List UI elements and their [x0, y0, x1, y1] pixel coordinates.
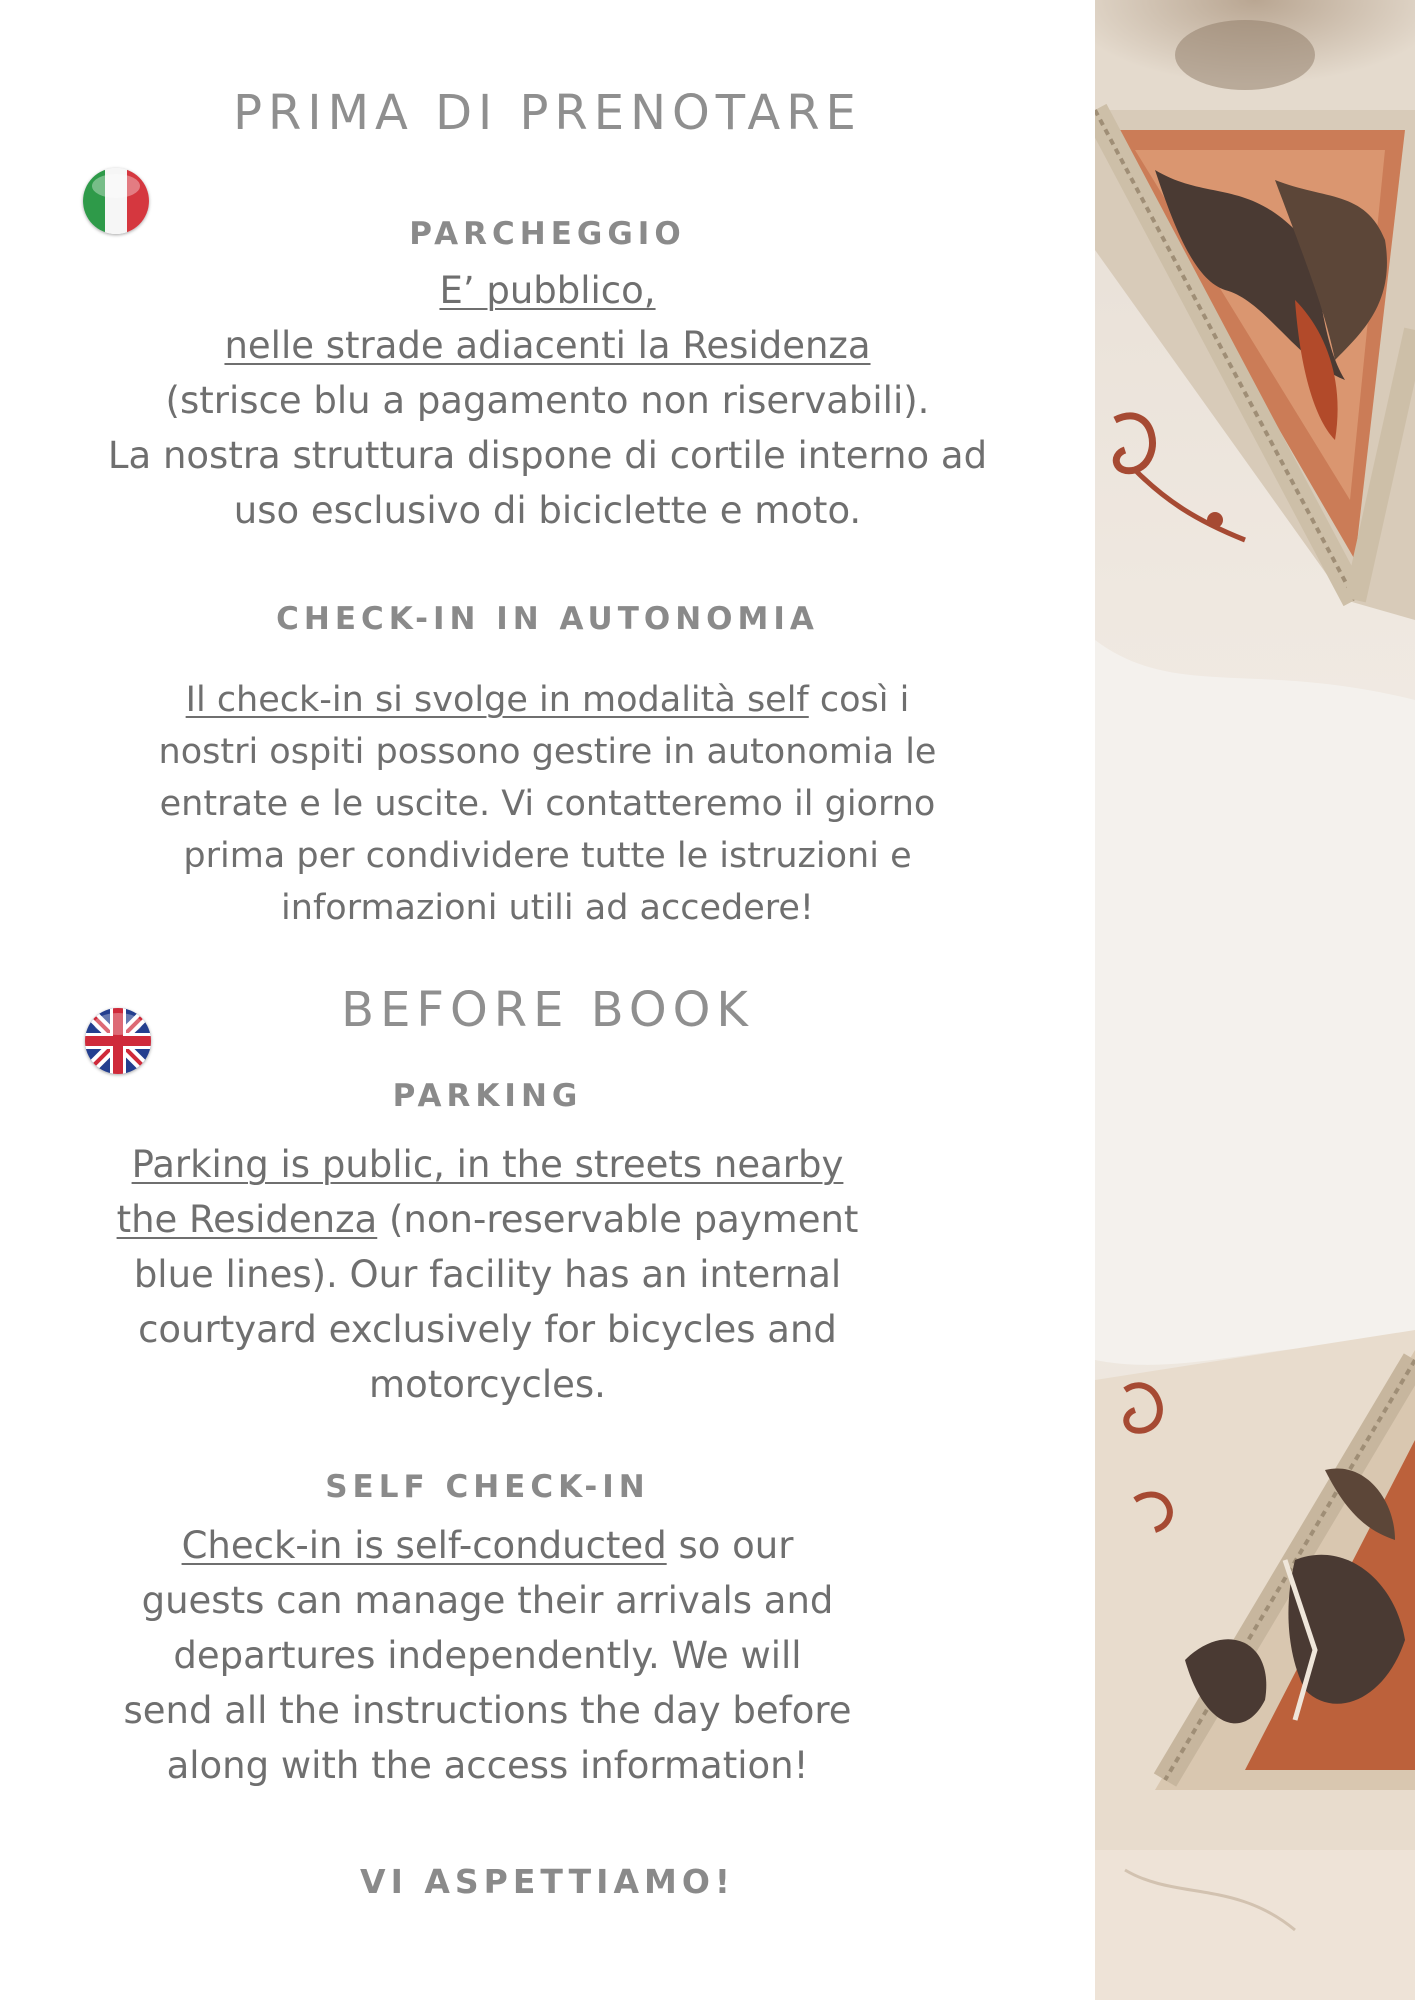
uk-flag-icon	[85, 1008, 151, 1074]
fresco-illustration	[1095, 0, 1415, 2000]
check-in-line5: informazioni utili ad accedere!	[281, 888, 814, 928]
parking-line2-underlined: the Residenza	[116, 1198, 378, 1241]
page-title-english: BEFORE BOOK	[341, 982, 754, 1038]
heading-check-in-autonomia: CHECK-IN IN AUTONOMIA	[276, 601, 819, 637]
check-in-line4: prima per condividere tutte le istruzioni e	[183, 836, 912, 876]
self-check-in-line1-rest: so our	[666, 1524, 794, 1567]
check-in-line1-rest: così i	[808, 680, 910, 720]
parking-text	[0, 1137, 1035, 1412]
heading-parcheggio: PARCHEGGIO	[409, 216, 686, 252]
self-check-in-line5: along with the access information!	[166, 1744, 809, 1787]
self-check-in-underlined: Check-in is self-conducted	[181, 1524, 667, 1567]
check-in-underlined: Il check-in si svolge in modalità self	[185, 680, 809, 720]
parking-line5: motorcycles.	[369, 1363, 606, 1406]
check-in-line3: entrate e le uscite. Vi contatteremo il giorno	[159, 784, 936, 824]
check-in-autonomia-text	[0, 674, 1095, 934]
heading-self-check-in: SELF CHECK-IN	[325, 1469, 650, 1505]
parcheggio-line1-underlined: E’ pubblico,	[439, 269, 656, 312]
parking-line4: courtyard exclusively for bicycles and	[138, 1308, 837, 1351]
fresco-decorative-image	[1095, 0, 1415, 2000]
parking-line3: blue lines). Our facility has an internal	[133, 1253, 842, 1296]
parcheggio-line2-underlined: nelle strade adiacenti la Residenza	[224, 324, 871, 367]
self-check-in-line4: send all the instructions the day before	[123, 1689, 852, 1732]
parking-line2-rest: (non-reservable payment	[377, 1198, 859, 1241]
page-title-italian: PRIMA DI PRENOTARE	[233, 85, 862, 141]
parcheggio-line5: uso esclusivo di biciclette e moto.	[233, 489, 862, 532]
self-check-in-text	[0, 1518, 1035, 1793]
self-check-in-line3: departures independently. We will	[173, 1634, 802, 1677]
parcheggio-line4: La nostra struttura dispone di cortile interno ad	[107, 434, 988, 477]
self-check-in-line2: guests can manage their arrivals and	[141, 1579, 834, 1622]
heading-parking: PARKING	[392, 1078, 583, 1114]
closing-vi-aspettiamo: VI ASPETTIAMO!	[360, 1862, 735, 1901]
parcheggio-line3: (strisce blu a pagamento non riservabili).	[165, 379, 930, 422]
parcheggio-text	[0, 263, 1095, 538]
check-in-line2: nostri ospiti possono gestire in autonomia le	[158, 732, 937, 772]
parking-line1-underlined: Parking is public, in the streets nearby	[131, 1143, 844, 1186]
